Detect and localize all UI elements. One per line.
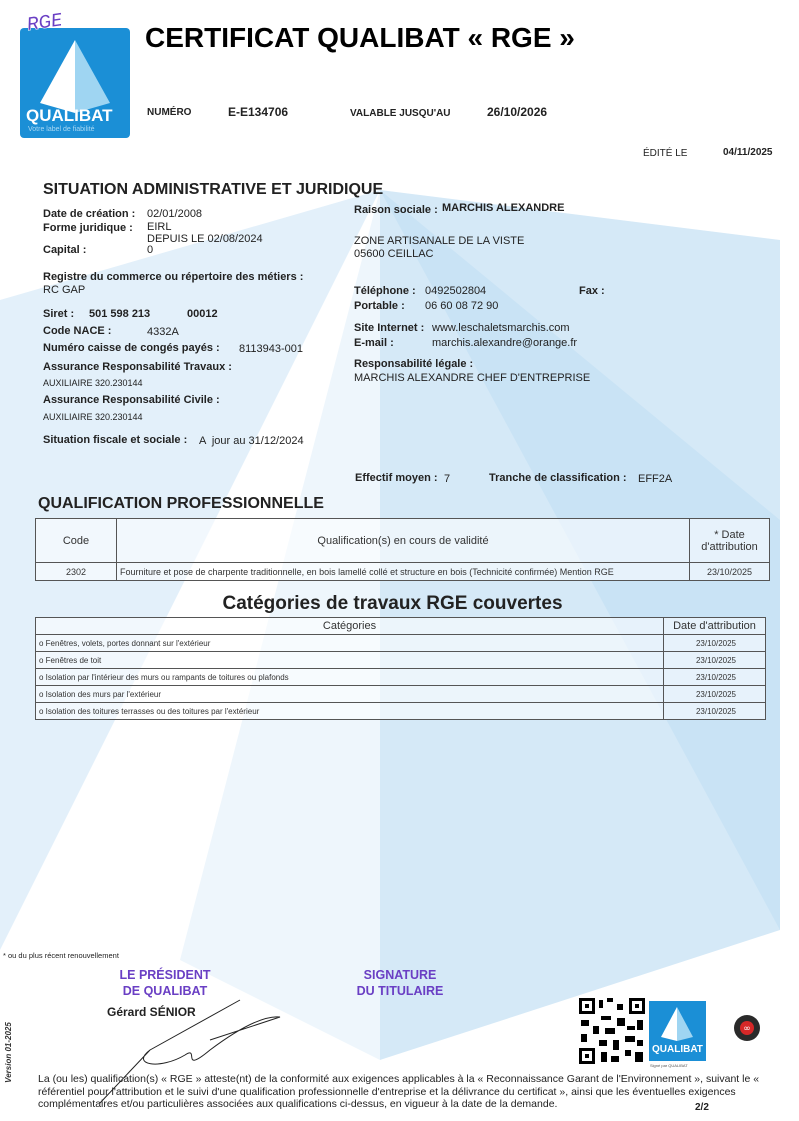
svg-text:∞: ∞ xyxy=(743,1024,751,1034)
siret-value: 501 598 213 xyxy=(89,308,151,320)
nace-label: Code NACE : xyxy=(43,325,112,337)
qualif-code: 2302 xyxy=(36,563,117,581)
president-line1: LE PRÉSIDENT xyxy=(119,968,211,982)
categories-heading: Catégories de travaux RGE couvertes xyxy=(222,593,563,614)
president-name: Gérard SÉNIOR xyxy=(107,1005,196,1019)
version-label: Version 01-2025 xyxy=(3,1022,13,1083)
resp-value: MARCHIS ALEXANDRE CHEF D'ENTREPRISE xyxy=(354,372,591,384)
edited-date: 04/11/2025 xyxy=(723,147,773,158)
numero-value: E-E134706 xyxy=(228,105,289,119)
forme-value: EIRL xyxy=(147,221,172,233)
creation-value: 02/01/2008 xyxy=(147,208,203,220)
page-number: 2/2 xyxy=(695,1102,709,1113)
categories-table xyxy=(35,617,766,720)
mobile-value: 06 60 08 72 90 xyxy=(425,300,499,312)
seal-caption: Signé par QUALIBAT xyxy=(650,1063,688,1068)
category-label: o Isolation des toitures terrasses ou des toitures par l'extérieur xyxy=(36,703,664,720)
art-value: AUXILIAIRE 320.230144 xyxy=(43,378,143,388)
qualif-heading: QUALIFICATION PROFESSIONNELLE xyxy=(38,495,324,512)
valid-until: 26/10/2026 xyxy=(487,105,548,119)
logo-name: QUALIBAT xyxy=(26,106,113,125)
table-row xyxy=(36,686,766,703)
nace-value: 4332A xyxy=(147,326,179,338)
tranche-value: EFF2A xyxy=(638,473,673,485)
category-date: 23/10/2025 xyxy=(664,686,766,703)
rge-badge: RGE xyxy=(25,9,64,36)
footnote: * ou du plus récent renouvellement xyxy=(3,951,119,960)
pyramid-icon xyxy=(649,1001,706,1046)
tel-value: 0492502804 xyxy=(425,285,487,297)
fiscal-value: A jour au 31/12/2024 xyxy=(199,435,304,447)
table-row xyxy=(36,635,766,652)
col-code: Code xyxy=(36,519,117,563)
valid-label: VALABLE JUSQU'AU xyxy=(350,108,451,119)
tel-label: Téléphone : xyxy=(354,285,416,297)
capital-value: 0 xyxy=(147,244,154,256)
admin-heading: SITUATION ADMINISTRATIVE ET JURIDIQUE xyxy=(43,181,384,198)
logo-tagline: Votre label de fiabilité xyxy=(28,126,95,133)
site-label: Site Internet : xyxy=(354,322,425,334)
table-row xyxy=(36,652,766,669)
address-line2: 05600 CEILLAC xyxy=(354,248,434,260)
category-label: o Isolation des murs par l'extérieur xyxy=(36,686,664,703)
numero-label: NUMÉRO xyxy=(147,107,192,118)
qualif-label: Fourniture et pose de charpente traditionnelle, en bois lamellé collé et structure en bois (Technicité confirmée) Mention RGE xyxy=(117,563,690,581)
qr-code-icon xyxy=(577,996,647,1066)
seal-name: QUALIBAT xyxy=(652,1044,703,1055)
category-date: 23/10/2025 xyxy=(664,703,766,720)
col-date: * Date d'attribution xyxy=(690,519,770,563)
col-qualification: Qualification(s) en cours de validité xyxy=(117,519,690,563)
qualibat-logo xyxy=(20,28,130,138)
legal-paragraph: La (ou les) qualification(s) « RGE » atteste(nt) de la conformité aux exigences applicables à la « Reconnaissance Garant de l'Environnement », suivant le « référentiel pour l'attribution et le suivi d'une qualification professionnelle d'entreprise et la délivrance du certificat », ainsi que les éventuelles exigences complémentaires et/ou particulières associées aux qualifications ci-dessus, en vigueur à la date de la demande. xyxy=(38,1073,760,1110)
conges-value: 8113943-001 xyxy=(239,343,304,355)
certification-badge-icon xyxy=(733,1008,763,1048)
siret-nic: 00012 xyxy=(187,308,218,320)
category-date: 23/10/2025 xyxy=(664,669,766,686)
capital-label: Capital : xyxy=(43,244,87,256)
qualif-date: 23/10/2025 xyxy=(690,563,770,581)
siret-label: Siret : xyxy=(43,308,75,320)
effectif-value: 7 xyxy=(444,473,451,485)
category-date: 23/10/2025 xyxy=(664,635,766,652)
holder-line2: DU TITULAIRE xyxy=(356,984,444,998)
email-label: E-mail : xyxy=(354,337,394,349)
mobile-label: Portable : xyxy=(354,300,405,312)
address-line1: ZONE ARTISANALE DE LA VISTE xyxy=(354,235,525,247)
conges-label: Numéro caisse de congés payés : xyxy=(43,342,220,354)
fax-label: Fax : xyxy=(579,285,605,297)
category-label: o Fenêtres de toit xyxy=(36,652,664,669)
forme-since: DEPUIS LE 02/08/2024 xyxy=(147,233,263,245)
fiscal-label: Situation fiscale et sociale : xyxy=(43,434,188,446)
registre-value: RC GAP xyxy=(43,284,86,296)
forme-label: Forme juridique : xyxy=(43,222,133,234)
edited-label: ÉDITÉ LE xyxy=(643,148,688,159)
site-link[interactable]: www.leschaletsmarchis.com xyxy=(432,322,570,334)
page-title: CERTIFICAT QUALIBAT « RGE » xyxy=(145,22,575,53)
qualibat-seal xyxy=(649,1001,706,1061)
resp-label: Responsabilité légale : xyxy=(354,358,474,370)
col-categories: Catégories xyxy=(36,618,664,635)
category-label: o Fenêtres, volets, portes donnant sur l'extérieur xyxy=(36,635,664,652)
col-date: Date d'attribution xyxy=(664,618,766,635)
arc-value: AUXILIAIRE 320.230144 xyxy=(43,412,143,422)
arc-label: Assurance Responsabilité Civile : xyxy=(43,394,220,406)
effectif-label: Effectif moyen : xyxy=(355,472,438,484)
category-date: 23/10/2025 xyxy=(664,652,766,669)
raison-label: Raison sociale : xyxy=(354,204,438,216)
email-link[interactable]: marchis.alexandre@orange.fr xyxy=(432,337,578,349)
creation-label: Date de création : xyxy=(43,208,136,220)
registre-label: Registre du commerce ou répertoire des métiers : xyxy=(43,271,304,283)
table-row xyxy=(36,669,766,686)
raison-value: MARCHIS ALEXANDRE xyxy=(442,202,565,214)
president-line2: DE QUALIBAT xyxy=(122,984,208,998)
table-row xyxy=(36,563,770,581)
tranche-label: Tranche de classification : xyxy=(489,472,627,484)
holder-line1: SIGNATURE xyxy=(363,968,437,982)
category-label: o Isolation par l'intérieur des murs ou rampants de toitures ou plafonds xyxy=(36,669,664,686)
holder-title xyxy=(335,967,465,999)
table-row xyxy=(36,703,766,720)
qualification-table xyxy=(35,518,770,581)
art-label: Assurance Responsabilité Travaux : xyxy=(43,361,232,373)
